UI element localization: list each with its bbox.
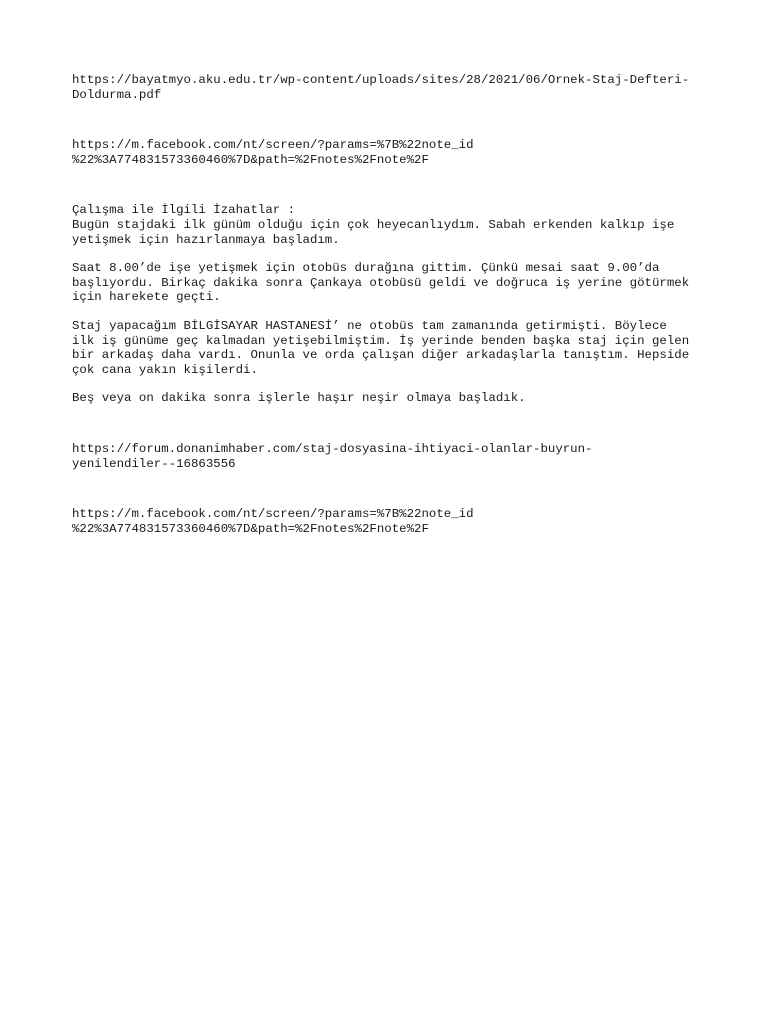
- link-line: Doldurma.pdf: [72, 87, 162, 102]
- paragraph-line: çok cana yakın kişilerdi.: [72, 362, 258, 377]
- paragraph-line: Beş veya on dakika sonra işlerle haşır neşir olmaya başladık.: [72, 391, 526, 406]
- source-link-facebook[interactable]: [72, 138, 712, 167]
- paragraph-line: Staj yapacağım BİLGİSAYAR HASTANESİ’ ne otobüs tam zamanında getirmişti. Böylece: [72, 318, 667, 333]
- paragraph-line: bir arkadaş daha vardı. Onunla ve orda çalışan diğer arkadaşlarla tanıştım. Hepside: [72, 348, 690, 363]
- source-link-facebook-2[interactable]: [72, 507, 712, 536]
- paragraph-line: için harekete geçti.: [72, 290, 221, 305]
- section-heading: Çalışma ile İlgili İzahatlar :: [72, 203, 296, 218]
- link-line: https://bayatmyo.aku.edu.tr/wp-content/uploads/sites/28/2021/06/Ornek-Staj-Defteri-: [72, 73, 690, 87]
- source-link-donanimhaber[interactable]: [72, 442, 712, 471]
- paragraph-line: Saat 8.00’de işe yetişmek için otobüs durağına gittim. Çünkü mesai saat 9.00’da: [72, 261, 660, 276]
- paragraph-line: yetişmek için hazırlanmaya başladım.: [72, 232, 340, 247]
- paragraph-line: ilk iş günüme geç kalmadan yetişebilmiştim. İş yerinde benden başka staj için gelen: [72, 333, 690, 348]
- paragraph-line: başlıyordu. Birkaç dakika sonra Çankaya otobüsü geldi ve doğruca iş yerine götürmek: [72, 275, 690, 290]
- paragraph-line: Bugün stajdaki ilk günüm olduğu için çok heyecanlıydım. Sabah erkenden kalkıp işe: [72, 217, 675, 232]
- source-link-bayatmyo[interactable]: [72, 73, 712, 102]
- paragraph-2: [72, 261, 712, 305]
- link-line: https://forum.donanimhaber.com/staj-dosyasina-ihtiyaci-olanlar-buyrun-: [72, 441, 593, 456]
- link-line: %22%3A774831573360460%7D&path=%2Fnotes%2Fnote%2F: [72, 152, 429, 167]
- paragraph-3: [72, 319, 712, 377]
- link-line: yenilendiler--16863556: [72, 456, 236, 471]
- link-line: https://m.facebook.com/nt/screen/?params=%7B%22note_id: [72, 138, 474, 153]
- paragraph-1: [72, 218, 712, 247]
- link-line: https://m.facebook.com/nt/screen/?params=%7B%22note_id: [72, 507, 474, 522]
- paragraph-4: [72, 391, 712, 406]
- link-line: %22%3A774831573360460%7D&path=%2Fnotes%2Fnote%2F: [72, 521, 429, 536]
- document-page: [72, 73, 712, 536]
